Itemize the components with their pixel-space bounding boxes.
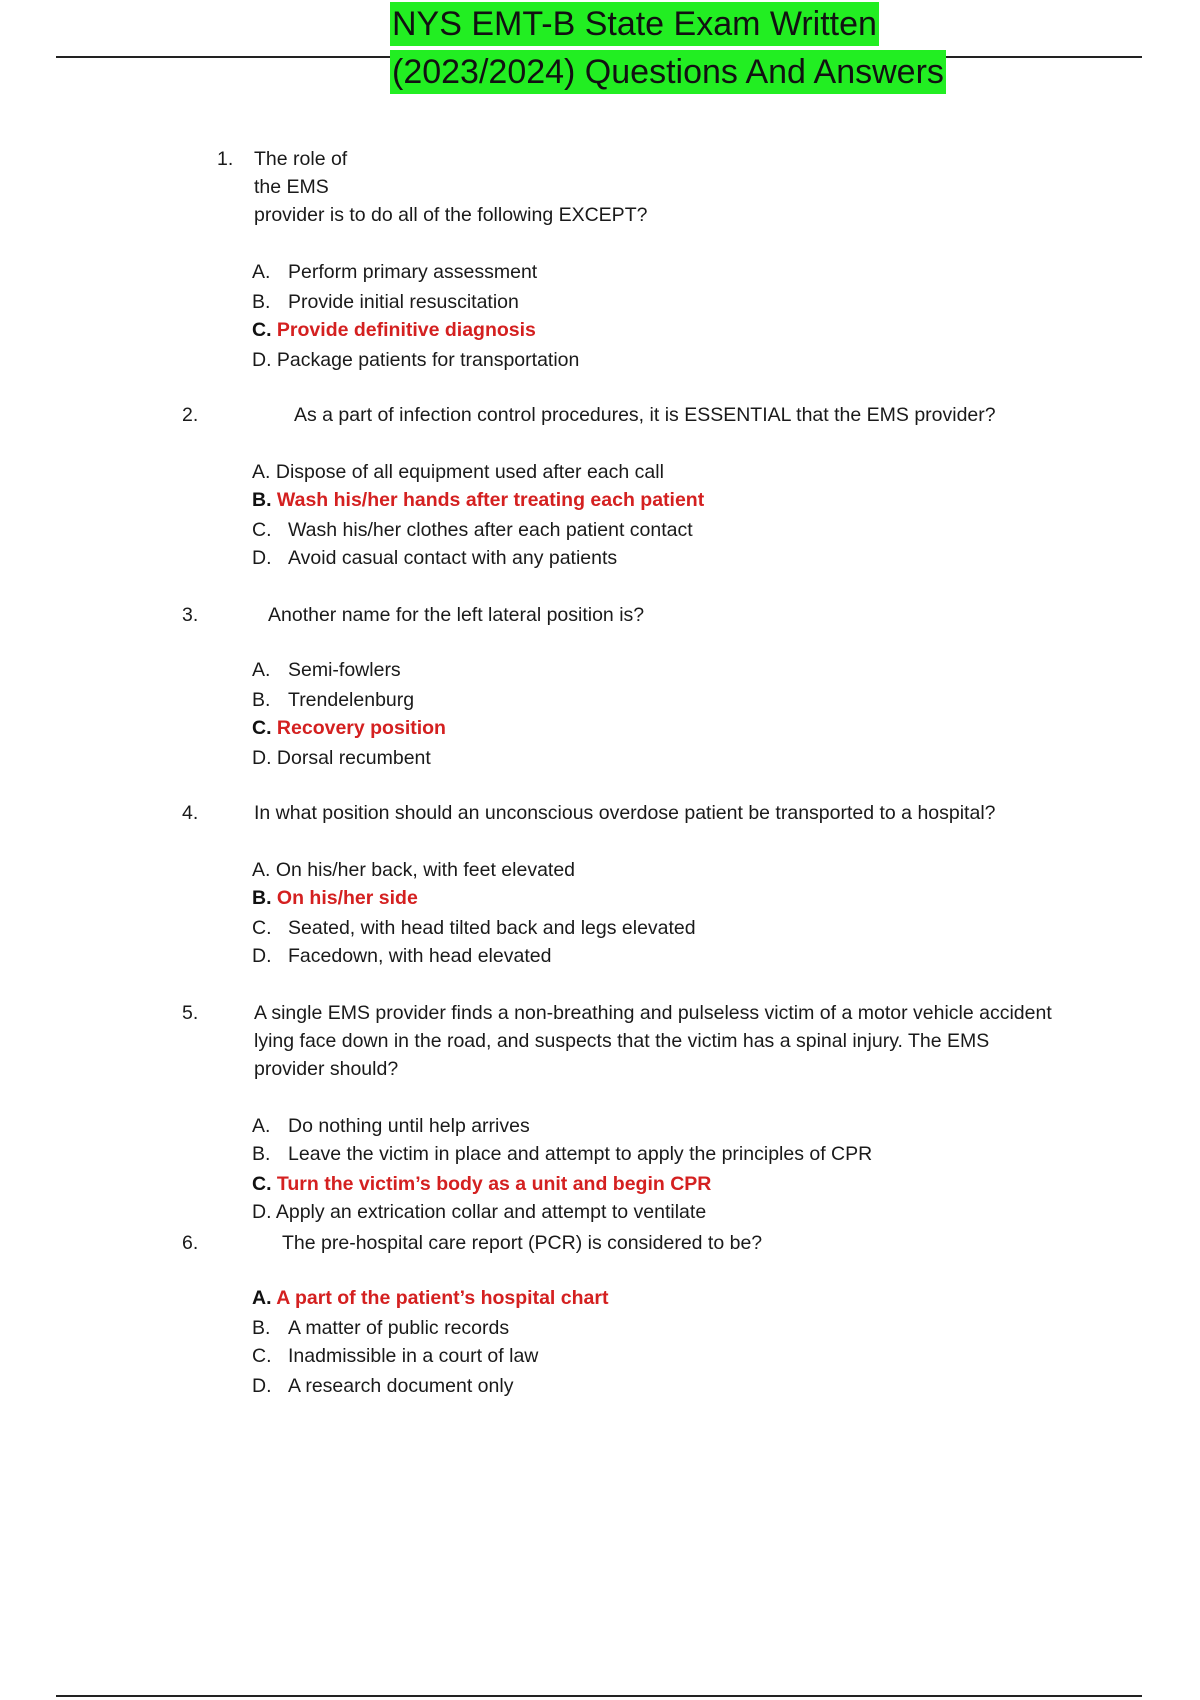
question-1-number: 1. [217,148,234,170]
question-5-number: 5. [182,1002,199,1024]
question-3-option-b: B. Trendelenburg [252,689,415,711]
question-2-option-c: C. Wash his/her clothes after each patient contact [252,519,693,541]
question-6-number: 6. [182,1232,199,1254]
question-5-text-line-1: A single EMS provider finds a non-breathing and pulseless victim of a motor vehicle accident [254,1002,1052,1024]
question-5-option-b: B. Leave the victim in place and attempt to apply the principles of CPR [252,1143,873,1165]
document-title-line-1: NYS EMT-B State Exam Written [390,2,879,46]
question-5-text-line-3: provider should? [254,1058,399,1080]
question-2-number: 2. [182,404,199,426]
question-4-option-b-correct: B. On his/her side [252,887,418,909]
question-3-text: Another name for the left lateral position is? [268,604,645,626]
question-5-option-d: D. Apply an extrication collar and attempt to ventilate [252,1201,707,1223]
question-2-option-d: D. Avoid casual contact with any patients [252,547,618,569]
question-3-option-a: A. Semi-fowlers [252,659,401,681]
question-4-option-a: A. On his/her back, with feet elevated [252,859,576,881]
question-5-option-c-correct: C. Turn the victim’s body as a unit and begin CPR [252,1173,712,1195]
question-6-option-a-correct: A. A part of the patient’s hospital chart [252,1287,609,1309]
question-3-option-d: D. Dorsal recumbent [252,747,431,769]
question-1-option-b: B. Provide initial resuscitation [252,291,519,313]
question-6-option-b: B. A matter of public records [252,1317,510,1339]
question-6-option-d: D. A research document only [252,1375,514,1397]
question-4-number: 4. [182,802,199,824]
question-2-option-a: A. Dispose of all equipment used after each call [252,461,664,483]
question-1-text-line-2: the EMS [254,176,329,198]
question-5-text-line-2: lying face down in the road, and suspects that the victim has a spinal injury. The EMS [254,1030,990,1052]
document-title-line-2: (2023/2024) Questions And Answers [390,50,946,94]
question-1-option-a: A. Perform primary assessment [252,261,538,283]
question-6-text: The pre-hospital care report (PCR) is considered to be? [282,1232,763,1254]
question-3-number: 3. [182,604,199,626]
question-5-option-a: A. Do nothing until help arrives [252,1115,530,1137]
question-2-option-b-correct: B. Wash his/her hands after treating each patient [252,489,705,511]
question-1-option-d: D. Package patients for transportation [252,349,580,371]
question-3-option-c-correct: C. Recovery position [252,717,446,739]
question-1-text-line-1: The role of [254,148,348,170]
question-6-option-c: C. Inadmissible in a court of law [252,1345,539,1367]
question-1-text-line-3: provider is to do all of the following EXCEPT? [254,204,648,226]
question-4-option-d: D. Facedown, with head elevated [252,945,552,967]
question-4-text: In what position should an unconscious overdose patient be transported to a hospital? [254,802,996,824]
footer-rule [56,1695,1142,1697]
question-2-text: As a part of infection control procedures, it is ESSENTIAL that the EMS provider? [294,404,996,426]
question-4-option-c: C. Seated, with head tilted back and legs elevated [252,917,696,939]
question-1-option-c-correct: C. Provide definitive diagnosis [252,319,536,341]
